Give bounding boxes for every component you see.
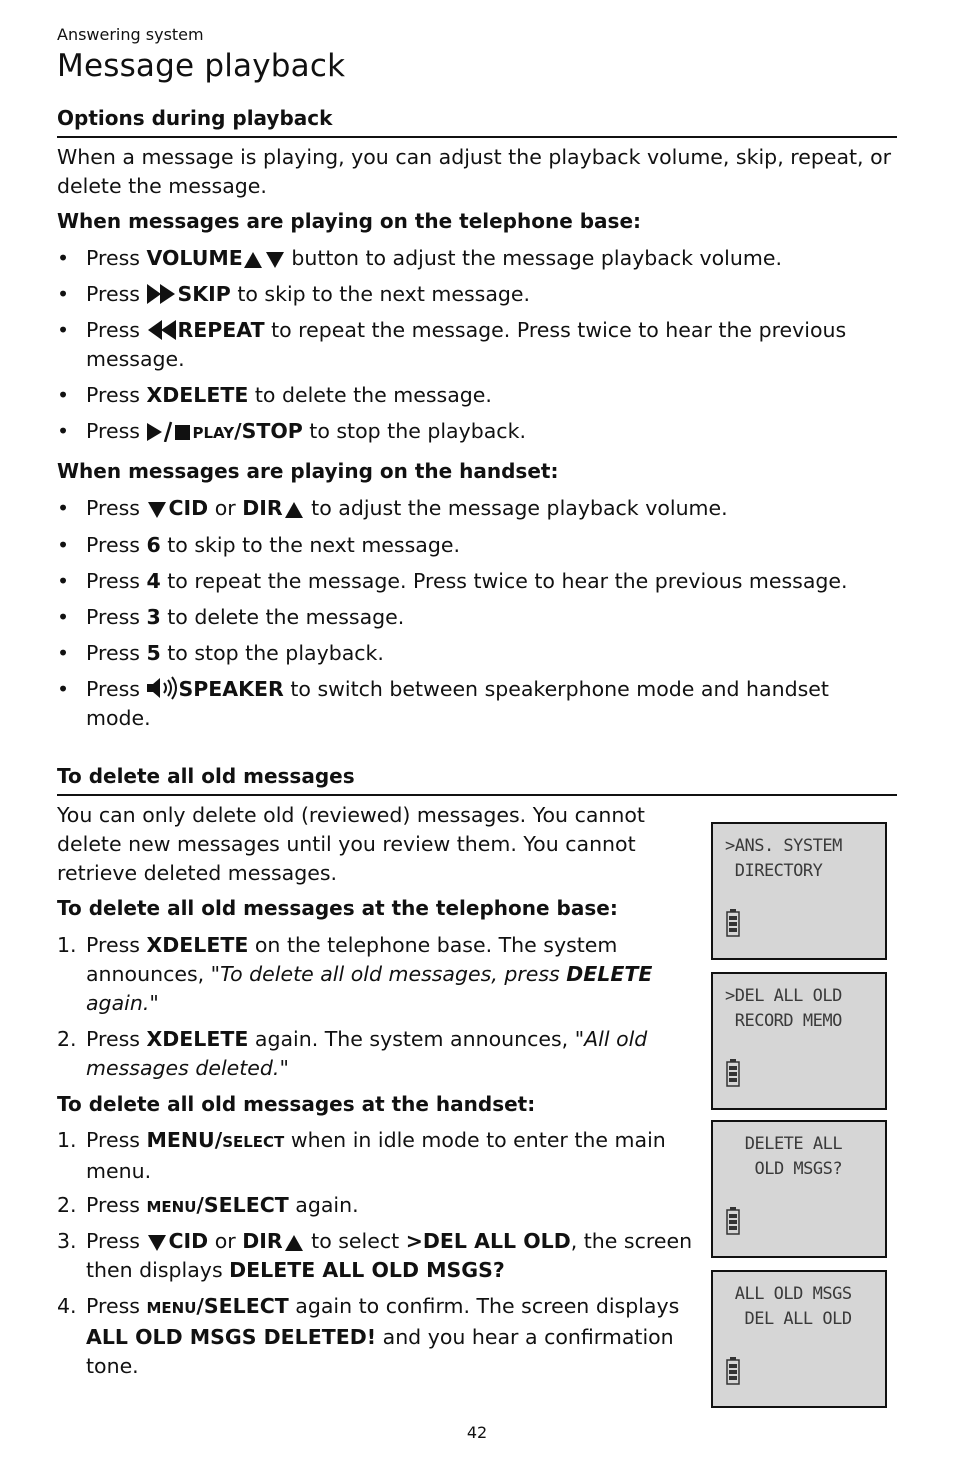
- lcd-line: ALL OLD MSGS: [725, 1284, 852, 1304]
- bullet: •: [57, 533, 70, 557]
- page-title: Message playback: [57, 48, 346, 84]
- step-number: 1.: [57, 933, 77, 957]
- bullet: •: [57, 641, 70, 665]
- heading-rule: [57, 794, 897, 796]
- bullet: •: [57, 246, 70, 270]
- list-item: 2. Press MENU/SELECT again.: [57, 1191, 697, 1222]
- delete-base-heading: To delete all old messages at the telephone base:: [57, 896, 618, 920]
- options-intro: When a message is playing, you can adjust the playback volume, skip, repeat, or delete the message.: [57, 145, 892, 198]
- lcd-screen: [711, 1270, 887, 1408]
- section-label: Answering system: [57, 25, 204, 44]
- list-item: 2. Press XDELETE again. The system announces, "All old messages deleted.": [57, 1027, 648, 1080]
- delete-handset-heading: To delete all old messages at the handset:: [57, 1092, 536, 1116]
- down-arrow-icon: [146, 1234, 168, 1252]
- lcd-screen: [711, 1120, 887, 1258]
- volume-up-down-icon: [243, 251, 285, 269]
- list-item: 4. Press MENU/SELECT again to confirm. The screen displays ALL OLD MSGS DELETED! and you hear a confirmation tone.: [57, 1294, 680, 1378]
- battery-icon: [726, 1207, 740, 1235]
- repeat-icon: [146, 319, 177, 341]
- bullet: •: [57, 605, 70, 629]
- options-heading: Options during playback: [57, 106, 333, 130]
- delete-all-heading: To delete all old messages: [57, 764, 355, 788]
- step-number: 3.: [57, 1229, 77, 1253]
- step-number: 2.: [57, 1193, 77, 1217]
- handset-playback-heading: When messages are playing on the handset:: [57, 459, 559, 483]
- bullet: •: [57, 282, 70, 306]
- bullet: •: [57, 677, 70, 701]
- list-item: • Press XDELETE to delete the message.: [57, 381, 897, 410]
- skip-icon: [146, 283, 177, 305]
- lcd-line: OLD MSGS?: [735, 1159, 843, 1179]
- list-item: • Press 4 to repeat the message. Press twice to hear the previous message.: [57, 567, 897, 596]
- battery-icon: [726, 1059, 740, 1087]
- bullet: •: [57, 569, 70, 593]
- play-stop-icon: [146, 420, 192, 442]
- lcd-line: DIRECTORY: [725, 861, 823, 881]
- speaker-key: SPEAKER: [178, 677, 284, 701]
- list-item: • Press VOLUME button to adjust the message playback volume.: [57, 244, 897, 273]
- lcd-line: DEL ALL OLD: [725, 1309, 852, 1329]
- list-item: • Press 6 to skip to the next message.: [57, 531, 897, 560]
- delete-all-intro: You can only delete old (reviewed) messages. You cannot delete new messages until you review them. You cannot retrieve deleted messages.: [57, 803, 645, 885]
- step-number: 4.: [57, 1294, 77, 1318]
- list-item: 3. Press CID or DIR to select >DEL ALL OLD, the screen then displays DELETE ALL OLD MSGS?: [57, 1229, 693, 1282]
- skip-key: SKIP: [177, 282, 231, 306]
- list-item: • Press 3 to delete the message.: [57, 603, 897, 632]
- bullet: •: [57, 496, 70, 520]
- list-item: 1. Press MENU/SELECT when in idle mode to enter the main menu.: [57, 1128, 666, 1183]
- lcd-line: >ANS. SYSTEM: [725, 836, 842, 856]
- lcd-line: >DEL ALL OLD: [725, 986, 842, 1006]
- lcd-line: DELETE ALL: [735, 1134, 843, 1154]
- up-arrow-icon: [283, 1234, 305, 1252]
- battery-icon: [726, 1357, 740, 1385]
- up-arrow-icon: [283, 501, 305, 519]
- heading-rule: [57, 136, 897, 138]
- step-number: 2.: [57, 1027, 77, 1051]
- bullet: •: [57, 318, 70, 342]
- stop-key: /STOP: [234, 419, 303, 443]
- step-number: 1.: [57, 1128, 77, 1152]
- delete-key: XDELETE: [146, 383, 249, 407]
- base-playback-heading: When messages are playing on the telephone base:: [57, 209, 642, 233]
- list-item: • Press SPEAKER to switch between speakerphone mode and handset mode.: [57, 677, 829, 730]
- play-key: PLAY: [192, 424, 235, 442]
- list-item: • Press 5 to stop the playback.: [57, 639, 897, 668]
- list-item: • Press PLAY/STOP to stop the playback.: [57, 417, 897, 448]
- bullet: •: [57, 383, 70, 407]
- list-item: 1. Press XDELETE on the telephone base. The system announces, "To delete all old messages, press DELETE again.": [57, 933, 653, 1015]
- speaker-icon: [146, 676, 178, 700]
- lcd-line: RECORD MEMO: [725, 1011, 842, 1031]
- lcd-screen: [711, 822, 887, 960]
- bullet: •: [57, 419, 70, 443]
- page-number: 42: [466, 1423, 488, 1442]
- volume-key: VOLUME: [146, 246, 243, 270]
- list-item: • Press SKIP to skip to the next message.: [57, 280, 897, 309]
- list-item: • Press CID or DIR to adjust the message playback volume.: [57, 494, 897, 523]
- list-item: • Press REPEAT to repeat the message. Press twice to hear the previous message.: [57, 318, 847, 371]
- lcd-screen: [711, 972, 887, 1110]
- down-arrow-icon: [146, 501, 168, 519]
- battery-icon: [726, 909, 740, 937]
- repeat-key: REPEAT: [177, 318, 265, 342]
